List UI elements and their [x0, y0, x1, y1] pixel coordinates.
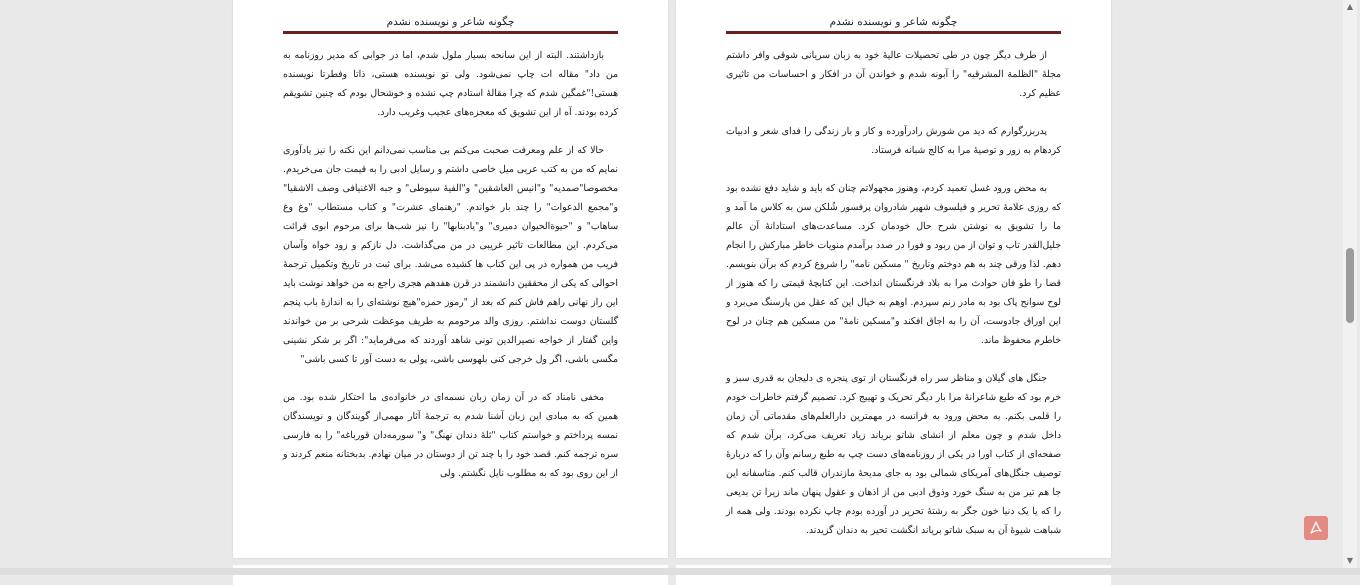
vertical-scrollbar[interactable] [1343, 0, 1357, 568]
pdf-page-right [676, 0, 1111, 558]
paragraph: جنگل های گیلان و مناظر سر راه فرنگستان از توی پنجره ی دلیجان به قدری سبز و خرم بود که طبع شاعرانهٔ مرا بار دیگر تحریک و تهییج کرد. تصمیم گرفتم خاطرات خودم را قلمی بکنم. به محض ورود به فرانسه در مهمترین دارالعلم‌های مقدماتی آن زمان داخل شدم و چون معلم از انشای شاتو بریاند زیاد تعریف می‌کرد، برآن شدم که صفحه‌ای از کتاب اورا در یکی از روزنامه‌های دست چپ به طبع رسانم وآن را که دربارهٔ توصیف جنگل‌های آمریکای شمالی بود به جای مدیحهٔ مازندران قالب کنم. متاسفانه این جا هم تیر من به سنگ خورد وذوق ادبی من از اذهان و عقول پنهان ماند زیرا تن بدیعی را که یا یک دنیا خون جگر به رشتهٔ تحریر در آورده بودم چاپ نکرده بودند. ولی همه از شباهت شیوهٔ آن به سبک شاتو بریاند انگشت تحیر به دندان گزیدند. [726, 373, 1061, 536]
scroll-up-icon[interactable]: ▲ [1346, 2, 1354, 11]
paragraph: از طرف دیگر چون در طی تحصیلات عالیهٔ خود به زبان سریانی شوقی وافر داشتم مجلهٔ "الظلمة المشرقیه" را آبونه شدم و خواندن آن در افکار و احساسات من تاثیری عظیم کرد. [726, 50, 1061, 99]
paragraph: به محض ورود غسل تعمید کردم، وهنوز مجهولاتم چنان که باید و شاید دفع نشده بود که روزی علامهٔ تحریر و فیلسوف شهیر شادروان پرفسور شُلکن سن به کلاس ما آمد و ما را تشویق به نوشتن شرح حال خودمان کرد. مساعدت‌های استادانهٔ آن عالم جلیل‌القدر تاب و توان از من ربود و فورا در صدد برآمدم منویات خاطر مبارکش را انجام دهم. لذا ورقی چند به هم دوختم وتاریخ " مسکین نامه" را شروع کردم که برآن بنویسم. قضا را طو فان حوادث مرا به بلاد فرنگستان انداخت. این کتابچهٔ قیمتی را که هنوز از لوح سوانح پاک بود به مادر زنم سپردم. اوهم به خیال این که عقل من پارسنگ می‌برد و این اوراق جادوست، آن را به اجاق افکند و"مسکین نامهٔ" من مسکین هم چنان در لوح خاطرم محفوظ ماند. [726, 183, 1061, 346]
paragraph: پدربزرگوارم که دید من شورش رادرآورده و کار و بار زندگی را فدای شعر و ادبیات کردهام به زور و توصیهٔ مرا به کالج شبانه فرستاد. [726, 126, 1061, 156]
paragraph: بازداشتند. البته از این سانحه بسیار ملول شدم، اما در جوابی که مدیر روزنامه به من داد" مقاله ات چاپ نمی‌شود. ولی تو نویسنده هستی، ذاتا وفطرتا نویسنده هستی!"غمگین شدم که چرا مقالهٔ استادم چپ نشده و خوشحال بودم که چنین تشویقم کرده بودند. آه از این تشویق که معجزه‌های عجیب وغریب دارد. [283, 50, 618, 118]
header-divider [283, 31, 618, 34]
open-pdf-button[interactable] [1304, 516, 1328, 540]
page-running-header: چگونه شاعر و نویسنده نشدم [386, 16, 515, 28]
scroll-down-icon[interactable]: ▼ [1346, 556, 1354, 565]
header-divider [726, 31, 1061, 34]
pdf-page-left [233, 0, 668, 558]
page-running-header: چگونه شاعر و نویسنده نشدم [829, 16, 958, 28]
page-body [283, 46, 618, 502]
acrobat-pdf-icon [1308, 520, 1324, 536]
page-body [726, 46, 1061, 558]
paragraph: حالا که از علم ومعرفت صحبت می‌کنم بی مناسب نمی‌دانم این نکته را نیز یادآوری نمایم که من به کتب عربی میل خاصی داشتم و رسایل ادبی را به قیمت جان می‌خریدم. مخصوصا"صمدیه" و"انیس العاشقین" و"الفیهٔ سیوطی" و جبه الاغنیافی وصف الاشقیا" و"مجمع الدعوات" را چند بار خواندم. "رهنمای عشرت" و کتاب مستطاب "وغ وغ ساهاب" و "حیوةالحیوان دمیری" و"یادبنابها" را نیز شب‌ها برای مرحوم ابوی قرائت می‌کردم. این مطالعات تاثیر غریبی در من می‌گذاشت. دل نازکم و زود خواه وآسان فریب من همواره در پی این کتاب ها کشیده می‌شد. برای ثبت در تاریخ وتکمیل ترجمهٔ احوالی که یکی از محققین دانشمند در قرن هفدهم هجری راجع به من خواهد نوشت باید این راز نهانی راهم فاش کنم که بعد از "رموز حمزه"هیچ نوشته‌ای را به اندازهٔ باب پنجم گلستان دوست نداشتم. روزی والد مرحومم به طریف موعظت شرحی بر من خواندند واین گفتار از خواجه نصیرالدین تونی شاهد آوردند که می‌فرماید": اگر بر شکر نشینی مگسی باشی، اگر ول خرجی کنی بلهوسی باشی، پولی به دست آور تا کسی باشی" [283, 145, 618, 365]
viewer-bottom-edge [0, 568, 1360, 575]
scrollbar-thumb[interactable] [1346, 248, 1354, 323]
paragraph: مخفی نامناد که در آن زمان زبان نسمه‌ای در خانواده‌ی ما احتکار شده بود. من همین که به مبادی این زبان آشنا شدم به ترجمهٔ آثار مهمی‌از گویندگان و نویسندگان نمسه پرداختم و خواستم کتاب "ثلهٔ دندان نهنگ" و" سورمه‌دان قورباغه" را به فارسی سره ترجمه کنم. قصد خود را با چند تن از دوستان در میان نهادم. بدبختانه منعم کردند و از این روی بود که به مطلوب نایل نگشتم. ولی [283, 392, 618, 479]
